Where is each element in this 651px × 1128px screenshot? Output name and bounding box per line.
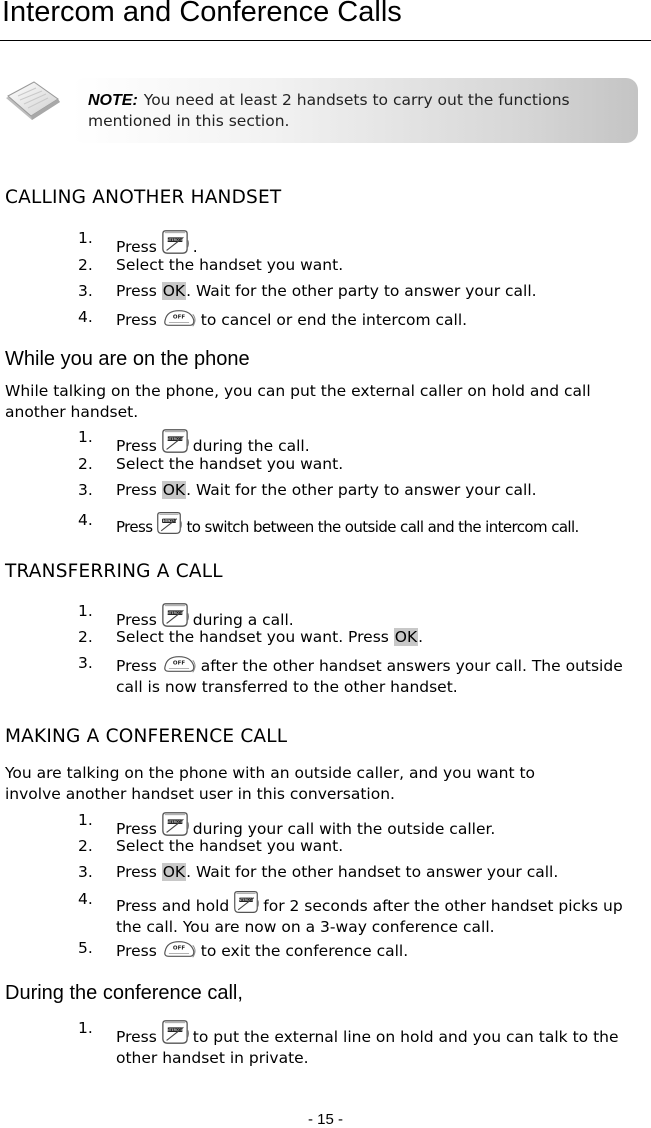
list-item: [78, 427, 643, 457]
step-text: Press: [116, 1028, 157, 1046]
list-item: [78, 627, 643, 648]
step-text: during your call with the outside caller.: [192, 820, 496, 838]
intercom-key-icon: [159, 810, 191, 838]
step-text: Press: [116, 481, 157, 499]
intercom-key-icon: [159, 228, 191, 256]
step-text: for 2 seconds after the other handset picks up the call. You are now on a 3-way conference call.: [116, 897, 623, 936]
step-number: 5.: [78, 939, 93, 957]
list-item: [78, 938, 643, 962]
ok-key-label: OK: [162, 282, 186, 300]
step-text: Select the handset you want. Press: [116, 628, 389, 646]
page-title: Intercom and Conference Calls: [2, 0, 402, 28]
step-text: to cancel or end the intercom call.: [200, 311, 468, 329]
step-number: 4.: [78, 511, 93, 529]
step-number: 4.: [78, 308, 93, 326]
off-key-icon: [159, 307, 199, 329]
intercom-key-icon: [159, 1018, 191, 1046]
step-text: . Wait for the other party to answer your call.: [186, 282, 537, 300]
step-number: 1.: [78, 1019, 93, 1037]
off-key-icon: [159, 938, 199, 960]
step-text: Press and hold: [116, 897, 230, 915]
step-text: Press: [116, 518, 153, 536]
while-on-phone-heading: While you are on the phone: [5, 348, 250, 370]
step-text: Press: [116, 437, 157, 455]
step-number: 2.: [78, 628, 93, 646]
step-text: Press: [116, 863, 157, 881]
ok-key-label: OK: [162, 863, 186, 881]
during-conference-heading: During the conference call,: [5, 982, 243, 1004]
list-item: [78, 454, 643, 475]
step-number: 3.: [78, 481, 93, 499]
step-text: to put the external line on hold and you can talk to the other handset in private.: [116, 1028, 619, 1067]
step-text: during the call.: [192, 437, 310, 455]
step-number: 3.: [78, 282, 93, 300]
title-rule: [0, 40, 651, 41]
list-item: [78, 889, 643, 938]
step-text: Press: [116, 611, 157, 629]
step-number: 1.: [78, 602, 93, 620]
calling-heading: CALLING ANOTHER HANDSET: [5, 187, 282, 208]
step-text: to exit the conference call.: [200, 942, 409, 960]
intercom-key-icon: [154, 510, 184, 536]
step-text: . Wait for the other party to answer your call.: [186, 481, 537, 499]
step-text: to switch between the outside call and the intercom call.: [186, 518, 579, 536]
conference-intro: You are talking on the phone with an outside caller, and you want to involve another handset user in this conversation.: [5, 764, 536, 803]
ok-key-label: OK: [162, 481, 186, 499]
step-number: 1.: [78, 811, 93, 829]
ok-key-label: OK: [394, 628, 418, 646]
intercom-key-icon: [231, 889, 261, 915]
intercom-key-icon: [159, 427, 191, 455]
step-text: Press: [116, 820, 157, 838]
step-text: Select the handset you want.: [116, 837, 344, 855]
list-item: [78, 307, 643, 331]
conference-heading: MAKING A CONFERENCE CALL: [5, 726, 288, 747]
off-key-icon: [159, 653, 199, 675]
list-item: [78, 255, 643, 276]
step-text: . Wait for the other handset to answer your call.: [186, 863, 559, 881]
list-item: [78, 281, 643, 302]
list-item: [78, 836, 643, 857]
list-item: [78, 862, 643, 883]
note-label: NOTE:: [88, 92, 138, 109]
while-on-phone-intro: While talking on the phone, you can put the external caller on hold and call another handset.: [5, 382, 591, 421]
step-number: 3.: [78, 863, 93, 881]
step-text: during a call.: [192, 611, 294, 629]
list-item: [78, 228, 643, 258]
intercom-key-icon: [159, 601, 191, 629]
list-item: [78, 510, 643, 538]
step-text: Press: [116, 282, 157, 300]
note-text: You need at least 2 handsets to carry out the functions mentioned in this section.: [88, 91, 570, 130]
step-text: Select the handset you want.: [116, 455, 344, 473]
step-number: 2.: [78, 455, 93, 473]
note-paper-icon: [4, 80, 62, 126]
step-number: 1.: [78, 229, 93, 247]
list-item: [78, 653, 643, 698]
step-text: .: [192, 238, 198, 256]
step-text: after the other handset answers your call. The outside call is now transferred to the other handset.: [116, 657, 623, 696]
page-number: - 15 -: [307, 1111, 343, 1128]
step-number: 4.: [78, 890, 93, 908]
step-number: 1.: [78, 428, 93, 446]
step-number: 2.: [78, 256, 93, 274]
step-number: 3.: [78, 654, 93, 672]
step-text: Press: [116, 942, 157, 960]
step-text: Press: [116, 657, 157, 675]
note: [88, 90, 628, 132]
step-text: Press: [116, 238, 157, 256]
step-text: .: [418, 628, 424, 646]
list-item: [78, 480, 643, 501]
step-number: 2.: [78, 837, 93, 855]
list-item: [78, 1018, 643, 1069]
transferring-heading: TRANSFERRING A CALL: [5, 561, 223, 582]
step-text: Select the handset you want.: [116, 256, 344, 274]
step-text: Press: [116, 311, 157, 329]
